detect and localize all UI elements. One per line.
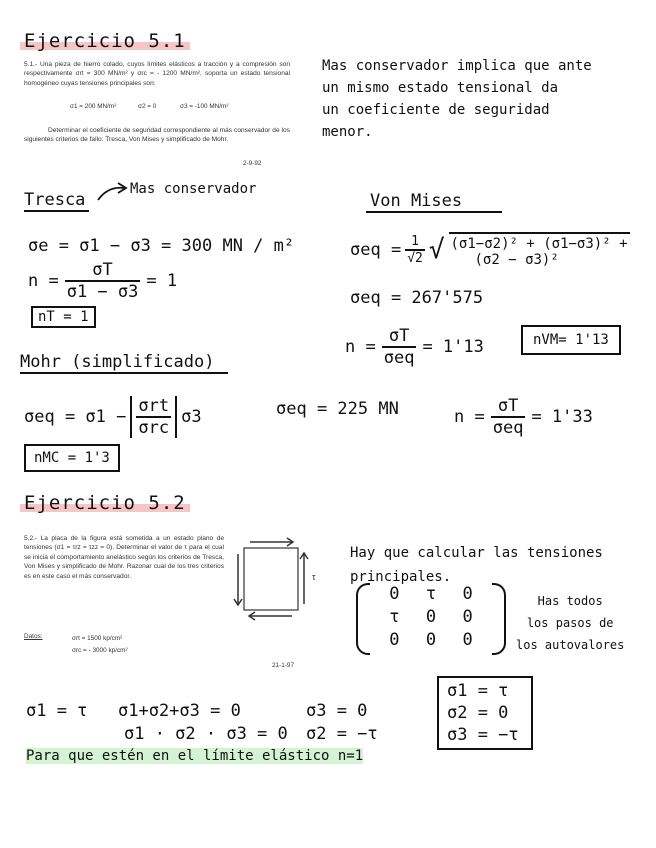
boxed-sigma2: σ2 = 0 (447, 703, 509, 723)
matrix-cell: 0 (462, 584, 473, 604)
note-line: un mismo estado tensional da (322, 80, 559, 96)
mohr-n-rhs: = 1'33 (531, 407, 593, 427)
matrix-right-bracket (492, 583, 506, 655)
principal-stresses-box (437, 676, 533, 750)
note-line: un coeficiente de seguridad (322, 102, 550, 118)
tau-label: τ (312, 572, 316, 582)
stress-sigma2: σ2 = 0 (138, 103, 157, 110)
matrix-cell: 0 (425, 630, 437, 650)
plate-square (244, 548, 298, 610)
vonmises-eq-value: σeq = 267'575 (350, 288, 484, 308)
datos-values (72, 633, 128, 657)
matrix-cells (376, 583, 486, 651)
note-line: Has todos (537, 594, 603, 608)
sqrt-icon: √ (428, 235, 445, 265)
stress-matrix (356, 583, 506, 653)
footer-text: Para que estén en el límite elástico n=1 (26, 748, 364, 764)
eq-s1: σ1 = τ (26, 701, 88, 721)
vonmises-fraction (382, 326, 417, 368)
mohr-n-num: σT (491, 396, 526, 418)
matrix-cell: 0 (462, 630, 473, 650)
matrix-cell: 0 (425, 607, 437, 627)
note-line: Hay que calcular las tensiones (350, 545, 603, 561)
matrix-cell: 0 (389, 630, 400, 650)
tresca-n-den: σ1 − σ3 (66, 282, 139, 302)
mohr-n-lhs: n = (454, 407, 485, 427)
mohr-eq (24, 396, 202, 438)
mohr-abs-den: σrc (138, 418, 170, 438)
eq-s2: σ2 = −τ (306, 724, 378, 744)
note-line: principales. (350, 569, 452, 585)
tresca-n-num: σT (65, 260, 141, 282)
tresca-arrow-note: Mas conservador (130, 181, 257, 197)
matrix-note (516, 590, 624, 656)
vonmises-rad-line2: (σ2 − σ3)² (474, 252, 559, 268)
note-line: los pasos de (526, 616, 614, 630)
tresca-n-eq (28, 260, 177, 302)
boxed-sigma3: σ3 = −τ (447, 725, 519, 745)
datos-src: σrc = - 3000 kp/cm² (72, 647, 128, 654)
tresca-title: Tresca (24, 190, 89, 212)
ex52-date: 21-1-97 (272, 662, 295, 669)
note-line: Mas conservador implica que ante (322, 58, 592, 74)
stress-sigma3: σ3 = -100 MN/m² (180, 103, 229, 110)
matrix-cell: 0 (389, 584, 400, 604)
ex51-statement: 5.1.- Una pieza de hierro colado, cuyos límites elásticos a tracción y a compresión son respectivamente σrt = 300 MN/m² y σrc = - 1200 MN/m², soporta un estado tensional homogéneo cuyas tensiones principales son: (24, 61, 290, 87)
mohr-title: Mohr (simplificado) (20, 352, 228, 374)
ex52-statement: 5.2.- La placa de la figura está sometida a un estado plano de tensiones (σ1 = τrz = τzz = 0). Determinar el valor de τ para el cual se inicia el comportamiento anelástico según los criterios de Tresca, Von Mises y simplificado de Mohr. Razonar cual de los tres criterios es en este caso el más conservador. (24, 535, 224, 580)
boxed-sigma1: σ1 = τ (447, 681, 509, 701)
vonmises-n-den: σeq (383, 348, 415, 368)
vonmises-n-num: σT (382, 326, 417, 348)
vonmises-eq (350, 232, 630, 268)
note-line: menor. (322, 124, 373, 140)
mohr-abs-fraction (130, 396, 177, 438)
datos-srt: σrt = 1500 kp/cm² (72, 635, 123, 642)
vonmises-n-eq (345, 326, 484, 368)
tresca-fraction (65, 260, 141, 302)
mohr-fraction (491, 396, 526, 438)
ex51-note (322, 55, 592, 143)
eq-s3: σ3 = 0 (306, 701, 368, 721)
tresca-n-lhs: n = (28, 271, 59, 291)
tresca-eq1: σe = σ1 − σ3 = 300 MN / m² (28, 236, 295, 256)
vonmises-eq-lhs: σeq = (350, 240, 402, 260)
mohr-eq-value: σeq = 225 MN (276, 399, 399, 419)
ex52-title: Ejercicio 5.2 (20, 492, 190, 514)
plate-figure (232, 534, 322, 626)
tresca-n-rhs: = 1 (146, 271, 178, 291)
mohr-n-eq (454, 396, 593, 438)
mohr-eq-lhs: σeq = σ1 − (24, 407, 127, 427)
vonmises-coef-num: 1 (405, 234, 425, 251)
vonmises-result: nVM= 1'13 (521, 325, 621, 355)
ex51-question: Determinar el coeficiente de seguridad correspondiente al más conservador de los siguientes criterios de fallo: Tresca, Von Mises y simplificado de Mohr. (24, 127, 290, 144)
vonmises-radicand (449, 232, 630, 268)
vonmises-n-lhs: n = (345, 337, 376, 357)
stress-sigma1: σ1 = 200 MN/m² (70, 103, 117, 110)
ex51-title: Ejercicio 5.1 (20, 30, 190, 52)
ex51-date: 2-9-92 (243, 160, 262, 167)
matrix-cell: τ (389, 607, 400, 627)
matrix-cell: τ (425, 584, 437, 604)
vonmises-rad-line1: (σ1−σ2)² + (σ1−σ3)² + (450, 236, 628, 252)
vonmises-n-rhs: = 1'13 (422, 337, 484, 357)
mohr-abs-num: σrt (138, 396, 170, 416)
mohr-eq-tail: σ3 (181, 407, 202, 427)
eq-prod: σ1 · σ2 · σ3 = 0 (124, 724, 288, 744)
ex52-footer (26, 748, 363, 764)
matrix-cell: 0 (462, 607, 473, 627)
eq-sum: σ1+σ2+σ3 = 0 (118, 701, 241, 721)
ex52-note (350, 541, 603, 589)
mohr-n-den: σeq (492, 418, 524, 438)
datos-label: Datos: (24, 633, 43, 640)
arrow-icon (96, 180, 130, 204)
tresca-result: nT = 1 (31, 306, 96, 328)
vonmises-coef-den: √2 (407, 251, 423, 266)
note-line: los autovalores (516, 638, 625, 652)
vonmises-coef (405, 234, 425, 266)
matrix-left-bracket (356, 583, 370, 655)
vonmises-title: Von Mises (366, 191, 502, 213)
mohr-result: nMC = 1'3 (24, 444, 120, 472)
